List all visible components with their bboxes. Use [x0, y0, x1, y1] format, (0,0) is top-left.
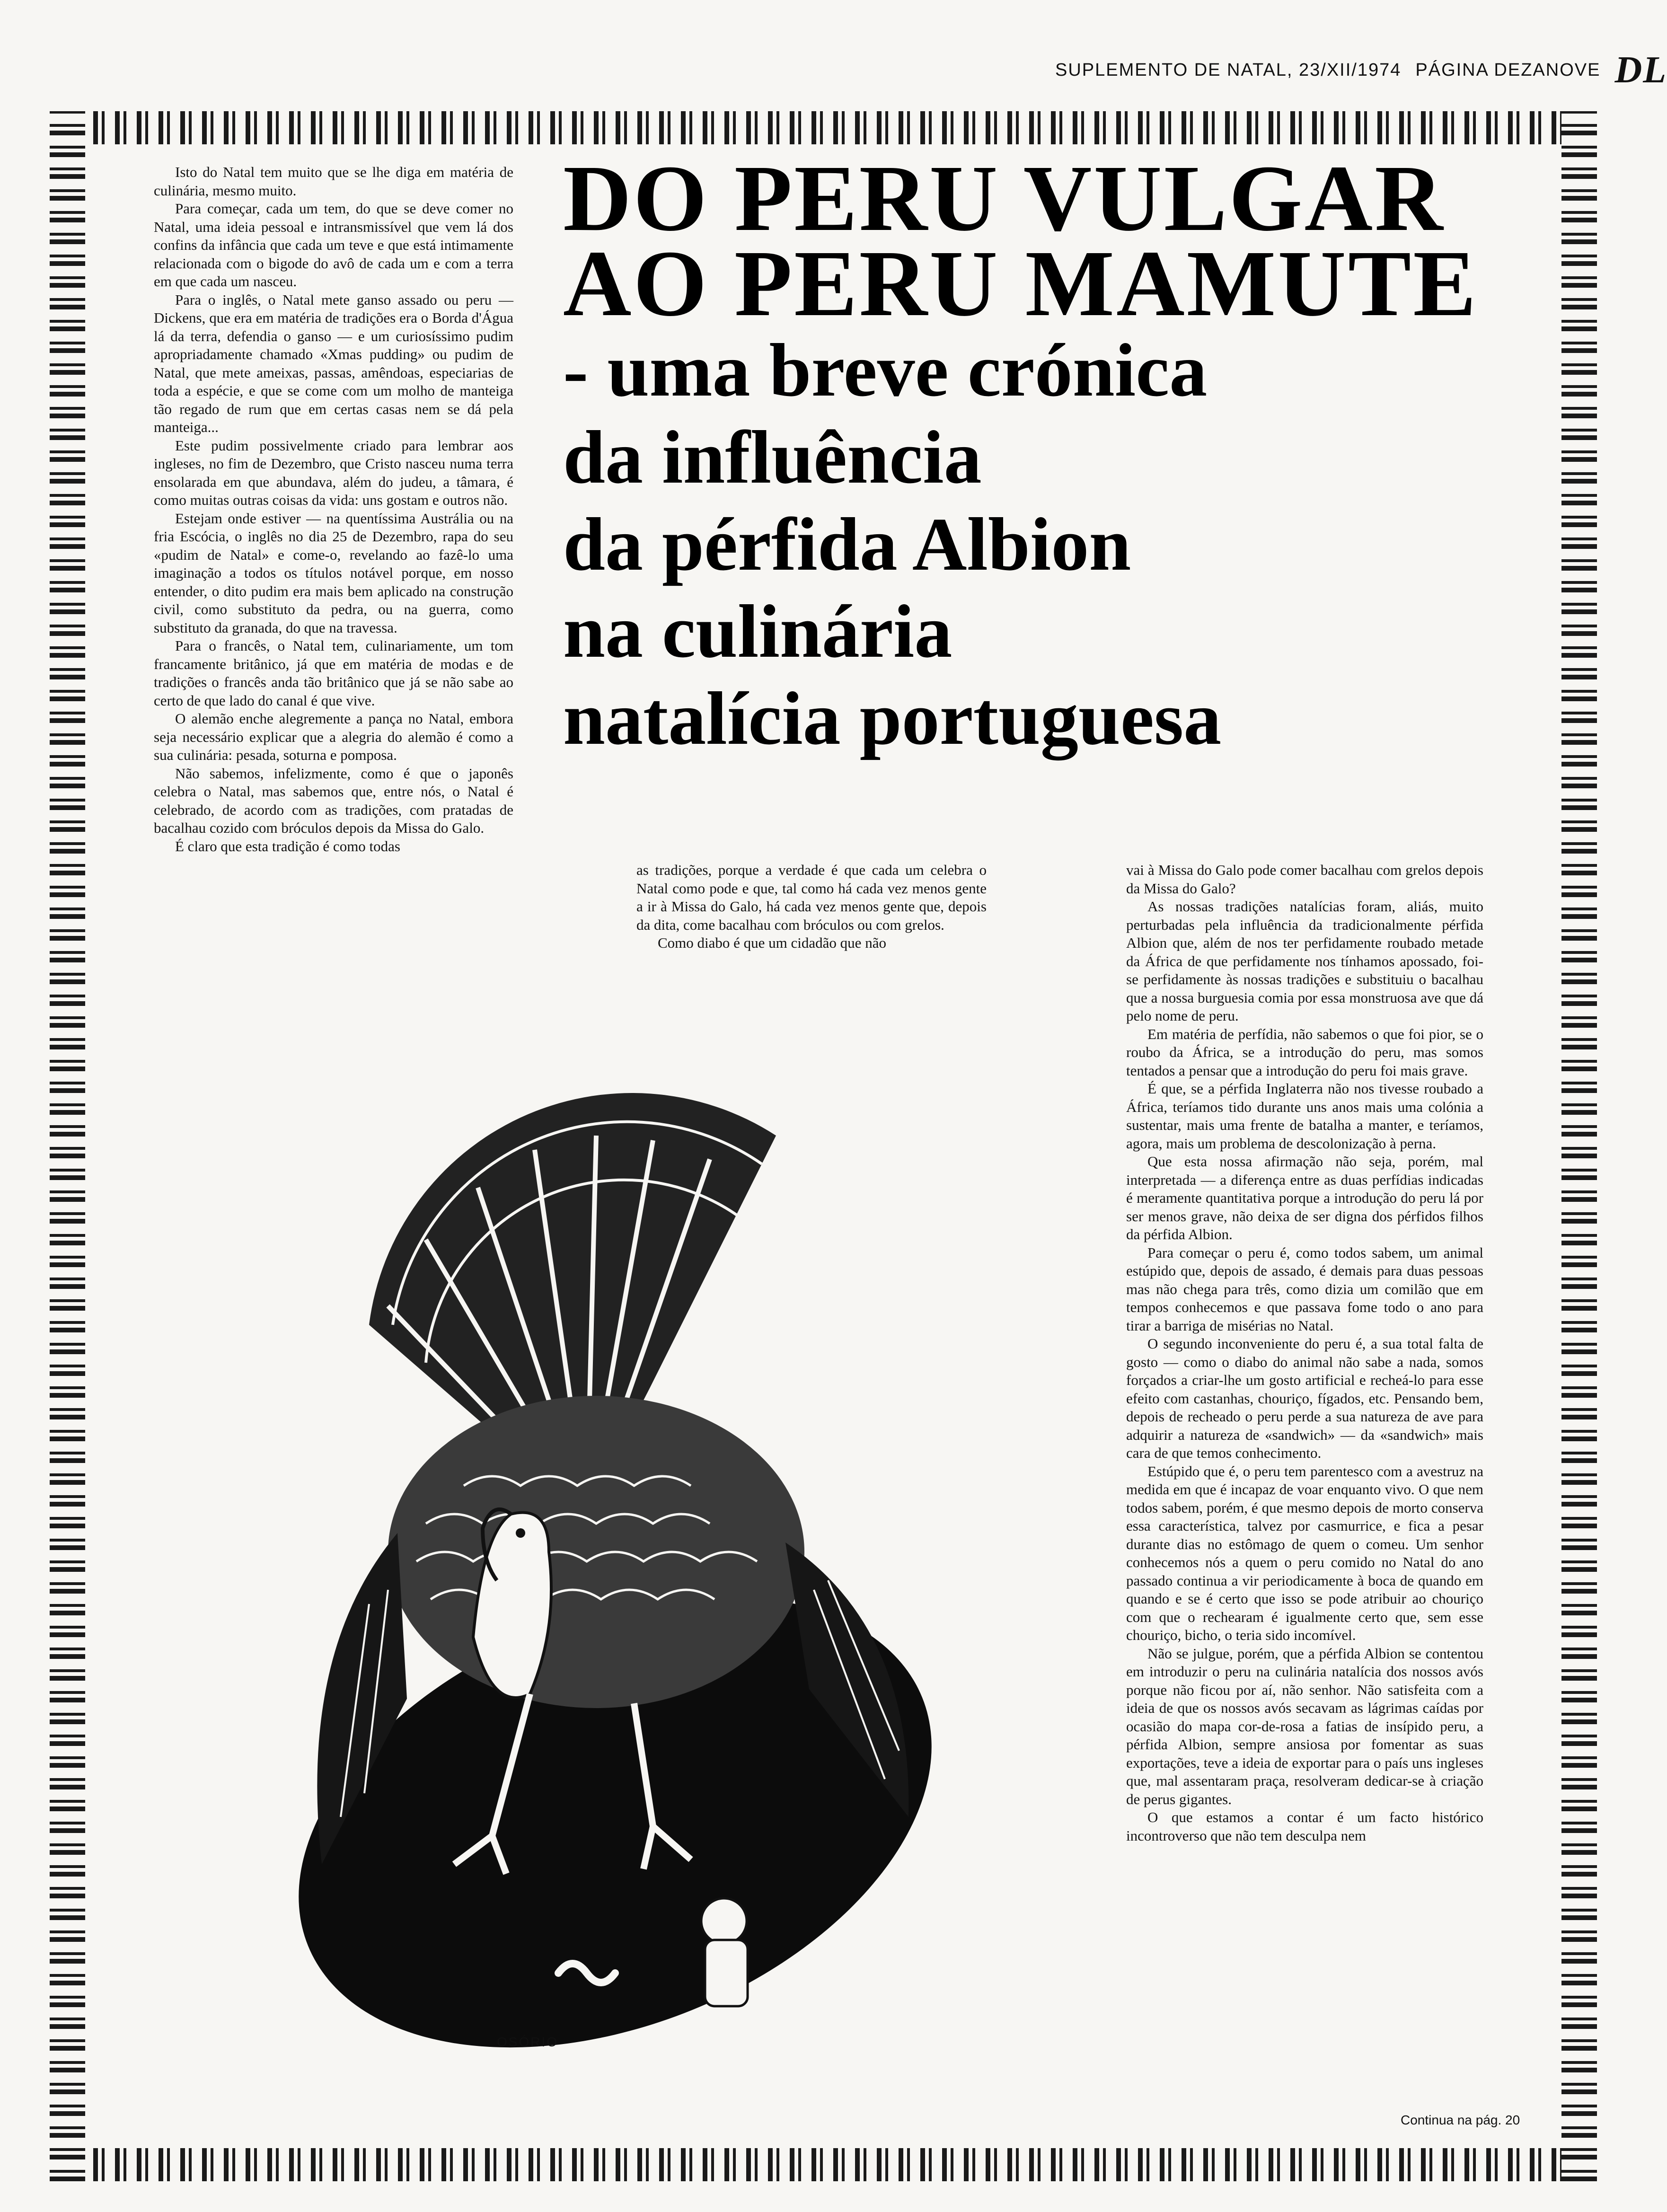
paragraph: Estúpido que é, o peru tem parentesco com a avestruz na medida em que é incapaz de voar enquanto vivo. O que nem todos sabem, porém, é que mesmo depois de morto conserva essa característica, talvez por casmurrice, e fica a pesar durante dias no estômago de quem o comeu. Um senhor conhecemos nós a quem o peru comido no Natal do ano passado continua a vir periodicamente à boca de quando em quando e se é certo que isso se pode atribuir ao chouriço com que o rechearam é igualmente certo que, sem esse chouriço, bicho, o teria sido incomível. [1126, 1463, 1483, 1643]
paragraph: O alemão enche alegremente a pança no Natal, embora seja necessário explicar que a alegria do alemão é como a sua culinária: pesada, soturna e pomposa. [154, 710, 513, 763]
page-header [1055, 49, 1667, 91]
ornamental-border-bottom [50, 2148, 1597, 2181]
page-number: PÁGINA DEZANOVE [1415, 60, 1601, 80]
article-column-3 [1126, 861, 1483, 1845]
supplement-label: SUPLEMENTO DE NATAL, 23/XII/1974 [1055, 60, 1402, 80]
turkey-illustration [227, 1060, 965, 2082]
paragraph: Para o inglês, o Natal mete ganso assado ou peru — Dickens, que era em matéria de tradições era o Borda d'Água lá da terra, defendia o ganso — e um curiosíssimo pudim apropriadamente chamado «Xmas pudding» ou pudim de Natal, que mete ameixas, passas, amêndoas, especiarias de toda a espécie, e que se come com um molho de manteiga tão regado de rum que em certas casas nem se dá pela manteiga... [154, 291, 513, 435]
paragraph: É claro que esta tradição é como todas [175, 837, 400, 855]
paragraph: vai à Missa do Galo pode comer bacalhau com grelos depois da Missa do Galo? [1126, 862, 1483, 897]
headline-line-2: AO PERU MAMUTE [563, 231, 1478, 336]
paragraph: É que, se a pérfida Inglaterra não nos tivesse roubado a África, teríamos tido durante uns anos mais uma colónia a sustentar, mais uma frente de batalha a manter, e teríamos, agora, mais um problema de descolonização à perna. [1126, 1080, 1483, 1152]
continued-note: Continua na pág. 20 [1401, 2113, 1520, 2127]
paragraph: Para começar o peru é, como todos sabem, um animal estúpido que, depois de assado, é demais para duas pessoas mas não chega para três, como dizia um comilão que em tempos conhecemos e que passava fome todo o ano para tirar a barriga de misérias no Natal. [1126, 1244, 1483, 1334]
paragraph: Em matéria de perfídia, não sabemos o que foi pior, se o roubo da África, se a introdução do peru, mas somos tentados a pensar que a introdução do peru foi mais grave. [1126, 1025, 1483, 1079]
illustrator-signature: OSÓRIO [497, 2035, 559, 2049]
paragraph: Não sabemos, infelizmente, como é que o japonês celebra o Natal, mas sabemos que, entre nós, o Natal é celebrado, de acordo com as tradições, com pratadas de bacalhau cozido com bróculos depois da Missa do Galo. [154, 765, 513, 836]
ornamental-border-right [1561, 111, 1597, 2181]
headline-line-5: da pérfida Albion [563, 502, 1131, 586]
headline-line-6: na culinária [563, 589, 953, 673]
paragraph: Não se julgue, porém, que a pérfida Albion se contentou em introduzir o peru na culinária natalícia dos nossos avós porque não ficou por aí, não senhor. Não satisfeita com a ideia de que os nossos avós secavam as lágrimas caídas por ocasião do mapa cor-de-rosa a fatias de insípido peru, a pérfida Albion, sempre ansiosa por fomentar as suas exportações, teve a ideia de exportar para o país uns ingleses que, mal assentaram praça, resolveram dedicar-se à criação de perus gigantes. [1126, 1645, 1483, 1807]
ornamental-border-top [50, 111, 1597, 144]
paragraph: Estejam onde estiver — na quentíssima Austrália ou na fria Escócia, o inglês no dia 25 de Dezembro, rapa do seu «pudim de Natal» e come-o, revelando ao fazê-lo uma imaginação a todos os títulos notável porque, em nosso entender, o dito pudim era mais bem aplicado na construção civil, como substituto da pedra, ou na guerra, como substituto da granada, do que na travessa. [154, 510, 513, 636]
headline-line-1: DO PERU VULGAR [563, 146, 1445, 251]
ornamental-border-left [50, 111, 85, 2181]
paragraph: Para o francês, o Natal tem, culinariamente, um tom francamente britânico, já que em matéria de modas e de tradições o francês anda tão britânico que já se não sabe ao certo de que lado do canal é que vive. [154, 637, 513, 709]
paragraph: Para começar, cada um tem, do que se deve comer no Natal, uma ideia pessoal e intransmissível que vem lá dos confins da infância que cada um teve e que está intimamente relacionada com o bigode do avô de cada um e com a terra em que cada um nasceu. [154, 200, 513, 290]
article-column-2 [636, 861, 987, 952]
paragraph: Isto do Natal tem muito que se lhe diga em matéria de culinária, mesmo muito. [154, 164, 513, 199]
paragraph: O segundo inconveniente do peru é, a sua total falta de gosto — como o diabo do animal não sabe a nada, somos forçados a criar-lhe um gosto artificial e recheá-lo para esse efeito com castanhas, chouriço, fígados, etc. Pensando bem, depois de recheado o peru perde a sua natureza de ave para adquirir a natureza de «sandwich» — da «sandwich» mais cara de que temos conhecimento. [1126, 1335, 1483, 1461]
paragraph: Este pudim possivelmente criado para lembrar aos ingleses, no fim de Dezembro, que Cristo nasceu numa terra ensolarada em que abundava, além do judeu, a tâmara, é como muitas outras coisas da vida: uns gostam e outros não. [154, 437, 513, 508]
headline-line-7: natalícia portuguesa [563, 676, 1222, 760]
paragraph: Que esta nossa afirmação não seja, porém, mal interpretada — a diferença entre as duas perfídias indicadas é meramente quantitativa porque a introdução do peru lá por ser menos grave, não deixa de ser digna dos pérfidos filhos da pérfida Albion. [1126, 1153, 1483, 1243]
paragraph: Como diabo é que um cidadão que não [658, 934, 886, 951]
headline [563, 146, 1557, 762]
paragraph: as tradições, porque a verdade é que cada um celebra o Natal como pode e que, tal como há cada vez menos gente a ir à Missa do Galo, há cada vez menos gente que, depois da dita, come bacalhau com bróculos ou com grelos. [636, 862, 987, 933]
paragraph: O que estamos a contar é um facto histórico incontroverso que não tem desculpa nem [1126, 1809, 1483, 1844]
paragraph: As nossas tradições natalícias foram, aliás, muito perturbadas pela influência da tradicionalmente pérfida Albion que, além de nos ter perfidamente roubado metade da África de que perfidamente nos tínhamos apossado, foi-se perfidamente às nossas tradições e substituiu o bacalhau que a nossa burguesia comia por essa monstruosa ave que dá pelo nome de peru. [1126, 898, 1483, 1024]
headline-line-4: da influência [563, 415, 982, 499]
article-column-1 [154, 163, 513, 855]
headline-line-3: - uma breve crónica [563, 328, 1208, 412]
newspaper-logo: DL [1614, 49, 1667, 91]
